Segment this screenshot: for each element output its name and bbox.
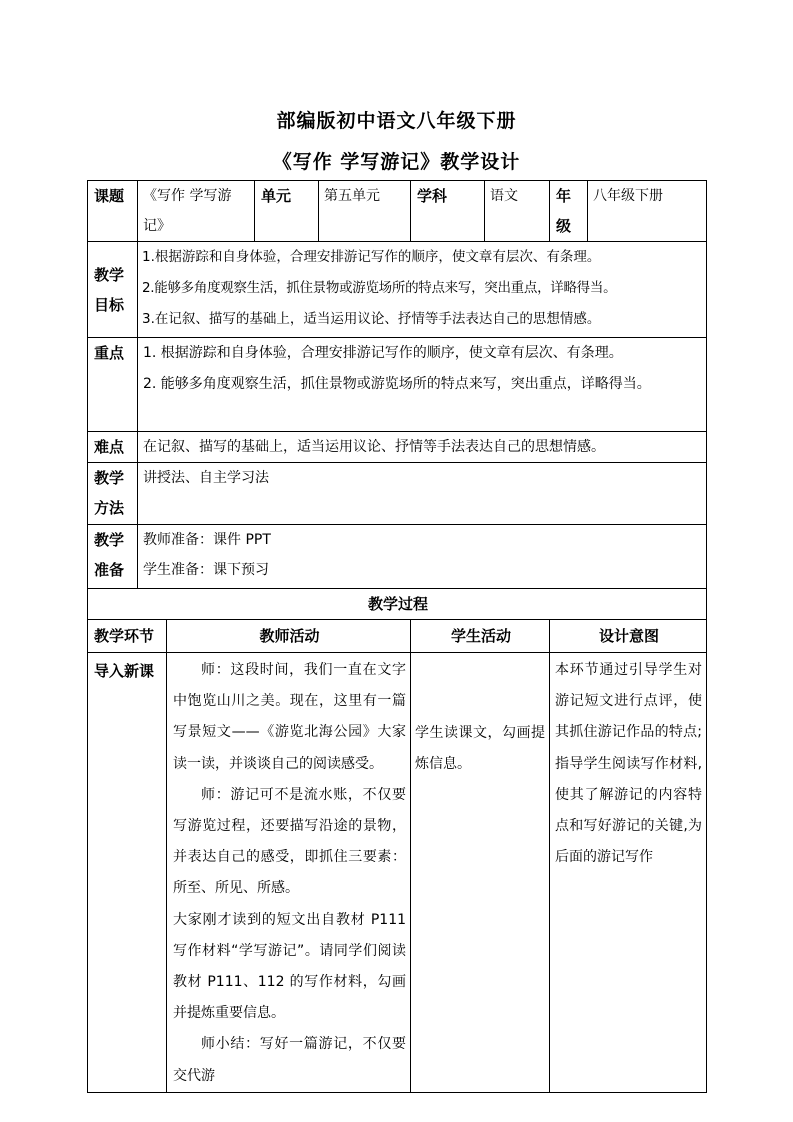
- column-student-activity: 学生活动: [411, 620, 550, 653]
- goal-item: 1.根据游踪和自身体验，合理安排游记写作的顺序，使文章有层次、有条理。: [142, 249, 601, 265]
- goal-item: 3.在记叙、描写的基础上，适当运用议论、抒情等手法表达自己的思想情感。: [142, 311, 601, 327]
- teacher-paragraph: 师：这段时间，我们一直在文字中饱览山川之美。现在，这里有一篇写景短文——《游览北海公园》大家读一读，并谈谈自己的阅读感受。: [173, 662, 407, 772]
- key-points-row: [88, 338, 707, 432]
- grade-value: 八年级下册: [588, 181, 707, 242]
- column-stage: 教学环节: [88, 620, 167, 653]
- process-heading: 教学过程: [88, 589, 707, 620]
- preparation-content: [138, 525, 707, 589]
- method-label: [88, 463, 138, 525]
- preparation-label-line: 准备: [94, 561, 125, 579]
- document-title: 部编版初中语文八年级下册: [276, 110, 517, 132]
- key-points-label: 重点: [88, 338, 138, 432]
- student-activity-cell: 学生读课文，勾画提炼信息。: [411, 653, 550, 1093]
- preparation-row: [88, 525, 707, 589]
- column-design-intent: 设计意图: [550, 620, 707, 653]
- key-point-item: 1. 根据游踪和自身体验，合理安排游记写作的顺序，使文章有层次、有条理。: [143, 345, 623, 361]
- lesson-plan-table: [87, 180, 707, 1093]
- unit-label: 单元: [255, 181, 319, 242]
- teacher-paragraph: 大家刚才读到的短文出自教材 P111 写作材料“学写游记”。请同学们阅读教材 P111、112 的写作材料，勾画并提炼重要信息。: [173, 911, 407, 1022]
- student-preparation: 学生准备：课下预习: [143, 562, 269, 578]
- grade-label: 年级: [550, 181, 588, 242]
- process-column-headers: [88, 620, 707, 653]
- key-point-item: 2. 能够多角度观察生活，抓住景物或游览场所的特点来写，突出重点，详略得当。: [143, 376, 651, 392]
- header-row: [88, 181, 707, 242]
- goals-content: [138, 242, 707, 338]
- method-label-line: 方法: [94, 499, 125, 517]
- difficult-points-label: 难点: [88, 432, 138, 463]
- teacher-preparation: 教师准备：课件 PPT: [143, 532, 271, 548]
- topic-label: 课题: [88, 181, 138, 242]
- goals-label-line: 目标: [94, 295, 125, 314]
- method-text: 讲授法、自主学习法: [138, 463, 707, 525]
- difficult-points-row: [88, 432, 707, 463]
- goals-label: [88, 242, 138, 338]
- process-heading-row: [88, 589, 707, 620]
- preparation-label-line: 教学: [94, 531, 125, 549]
- stage-cell: 导入新课: [88, 653, 167, 1093]
- teacher-paragraph: 师：游记可不是流水账，不仅要写游览过程，还要描写沿途的景物，并表达自己的感受，即抓住三要素：所至、所见、所感。: [173, 786, 407, 897]
- difficult-points-text: 在记叙、描写的基础上，适当运用议论、抒情等手法表达自己的思想情感。: [138, 432, 707, 463]
- goal-item: 2.能够多角度观察生活，抓住景物或游览场所的特点来写，突出重点，详略得当。: [142, 280, 617, 296]
- topic-value-line: 《写作 学写游: [143, 188, 232, 204]
- topic-value: [138, 181, 255, 242]
- teacher-paragraph: 师小结：写好一篇游记，不仅要交代游: [173, 1036, 407, 1084]
- process-row: [88, 653, 707, 1093]
- goals-label-line: 教学: [94, 265, 125, 284]
- topic-value-line: 记》: [143, 218, 171, 234]
- teacher-activity-cell: [167, 653, 411, 1093]
- column-teacher-activity: 教师活动: [167, 620, 411, 653]
- key-points-content: [138, 338, 707, 432]
- design-intent-cell: 本环节通过引导学生对游记短文进行点评，使其抓住游记作品的特点;指导学生阅读写作材料,使其了解游记的内容特点和写好游记的关键,为后面的游记写作: [550, 653, 707, 1093]
- goals-row: [88, 242, 707, 338]
- subject-value: 语文: [485, 181, 550, 242]
- unit-value: 第五单元: [319, 181, 411, 242]
- subject-label: 学科: [411, 181, 485, 242]
- method-row: [88, 463, 707, 525]
- preparation-label: [88, 525, 138, 589]
- method-label-line: 教学: [94, 469, 125, 487]
- document-subtitle: 《写作 学写游记》教学设计: [272, 151, 521, 173]
